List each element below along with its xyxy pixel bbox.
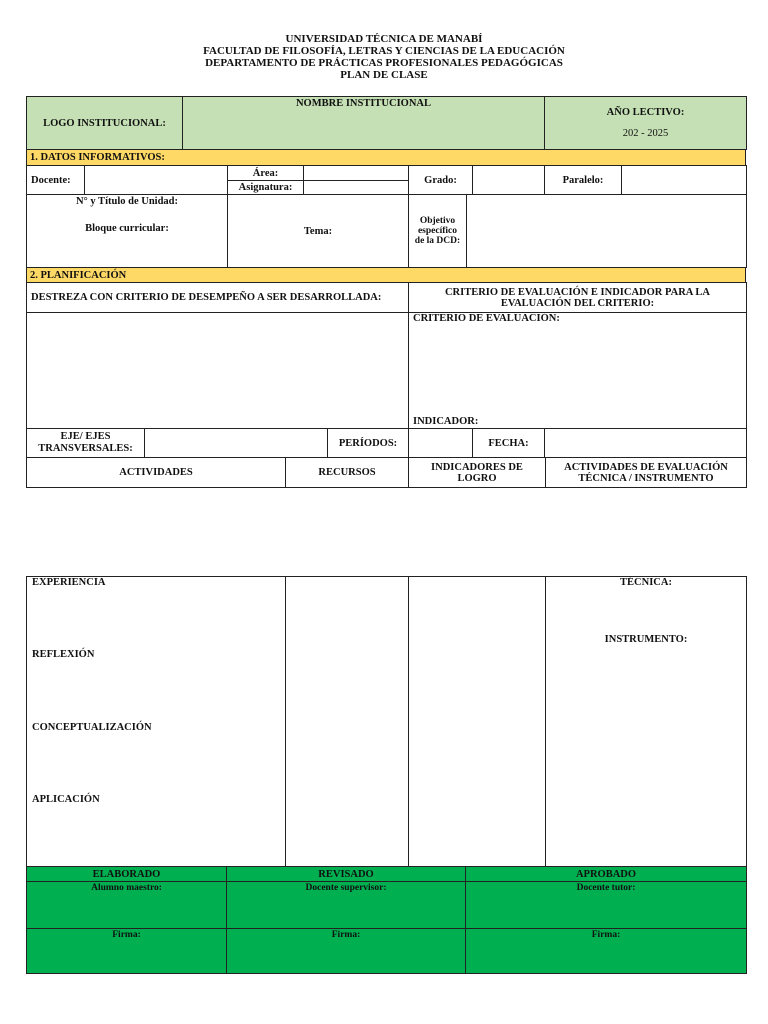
logo-label: LOGO INSTITUCIONAL:	[27, 97, 183, 150]
school-year-cell	[545, 97, 747, 150]
school-year-label: AÑO LECTIVO:	[606, 107, 685, 118]
paralelo-label: Paralelo:	[545, 166, 622, 195]
area-field[interactable]	[304, 166, 409, 181]
criterio-cell[interactable]	[409, 313, 747, 429]
docente-tutor-field[interactable]: Docente tutor:	[466, 882, 747, 929]
indicadores-logro-cell[interactable]	[409, 577, 546, 867]
actividades-evaluacion-header: ACTIVIDADES DE EVALUACIÓN TÉCNICA / INSTRUMENTO	[546, 458, 747, 488]
grado-field[interactable]	[473, 166, 545, 195]
ejes-field[interactable]	[145, 429, 328, 458]
fecha-label: FECHA:	[473, 429, 545, 458]
institution-table	[26, 96, 747, 150]
area-label: Área:	[228, 166, 304, 181]
firma-revisado-field[interactable]: Firma:	[227, 929, 466, 974]
destreza-field[interactable]	[27, 313, 409, 429]
criterio-label: CRITERIO DE EVALUACIÓN:	[413, 313, 560, 324]
grado-label: Grado:	[409, 166, 473, 195]
unidad-label: N° y Título de Unidad:	[75, 196, 179, 207]
revisado-header: REVISADO	[227, 867, 466, 882]
document-title: PLAN DE CLASE	[340, 69, 428, 81]
school-year-value: 202 - 2025	[622, 128, 669, 139]
actividades-cell[interactable]	[27, 577, 286, 867]
criterio-header: CRITERIO DE EVALUACIÓN E INDICADOR PARA LA EVALUACIÓN DEL CRITERIO:	[409, 283, 747, 313]
objetivo-label: Objetivo específico de la DCD:	[409, 195, 467, 268]
conceptualizacion-label: CONCEPTUALIZACIÓN	[32, 722, 152, 733]
section1-title-bar	[26, 149, 746, 166]
aplicacion-label: APLICACIÓN	[32, 794, 100, 805]
ejes-table	[26, 428, 747, 458]
faculty-name: FACULTAD DE FILOSOFÍA, LETRAS Y CIENCIAS DE LA EDUCACIÓN	[203, 45, 565, 57]
datos-row2	[26, 194, 747, 268]
paralelo-field[interactable]	[622, 166, 747, 195]
university-name: UNIVERSIDAD TÉCNICA DE MANABÍ	[285, 33, 483, 45]
signatures-table	[26, 866, 747, 974]
tema-label: Tema:	[228, 195, 409, 268]
periodos-field[interactable]	[409, 429, 473, 458]
recursos-header: RECURSOS	[286, 458, 409, 488]
tecnica-label: TÉCNICA:	[620, 577, 672, 588]
elaborado-header: ELABORADO	[27, 867, 227, 882]
unidad-cell[interactable]	[27, 195, 228, 268]
actividades-header: ACTIVIDADES	[27, 458, 286, 488]
experiencia-label: EXPERIENCIA	[32, 577, 106, 588]
ejes-label: EJE/ EJES TRANSVERSALES:	[27, 429, 145, 458]
alumno-maestro-field[interactable]: Alumno maestro:	[27, 882, 227, 929]
planificacion-table	[26, 282, 747, 429]
docente-label: Docente:	[27, 166, 85, 195]
datos-row1	[26, 165, 747, 195]
section2-title-bar	[26, 267, 746, 283]
reflexion-label: REFLEXIÓN	[32, 649, 95, 660]
recursos-cell[interactable]	[286, 577, 409, 867]
docente-supervisor-field[interactable]: Docente supervisor:	[227, 882, 466, 929]
phases-table	[26, 576, 747, 867]
institution-name-label: NOMBRE INSTITUCIONAL	[183, 97, 545, 150]
firma-aprobado-field[interactable]: Firma:	[466, 929, 747, 974]
firma-elaborado-field[interactable]: Firma:	[27, 929, 227, 974]
section2-title: 2. PLANIFICACIÓN	[27, 268, 746, 283]
aprobado-header: APROBADO	[466, 867, 747, 882]
department-name: DEPARTAMENTO DE PRÁCTICAS PROFESIONALES PEDAGÓGICAS	[205, 57, 563, 69]
destreza-label: DESTREZA CON CRITERIO DE DESEMPEÑO A SER DESARROLLADA:	[27, 283, 409, 313]
indicadores-logro-header: INDICADORES DE LOGRO	[409, 458, 546, 488]
bloque-label: Bloque curricular:	[85, 223, 169, 234]
activities-header-table	[26, 457, 747, 488]
indicador-label: INDICADOR:	[413, 416, 479, 427]
asignatura-label: Asignatura:	[228, 181, 304, 195]
instrumento-label: INSTRUMENTO:	[604, 634, 688, 645]
fecha-field[interactable]	[545, 429, 747, 458]
section1-title: 1. DATOS INFORMATIVOS:	[27, 150, 746, 166]
periodos-label: PERÍODOS:	[328, 429, 409, 458]
docente-field[interactable]	[85, 166, 228, 195]
evaluacion-cell[interactable]	[546, 577, 747, 867]
objetivo-field[interactable]	[467, 195, 747, 268]
asignatura-field[interactable]	[304, 181, 409, 195]
